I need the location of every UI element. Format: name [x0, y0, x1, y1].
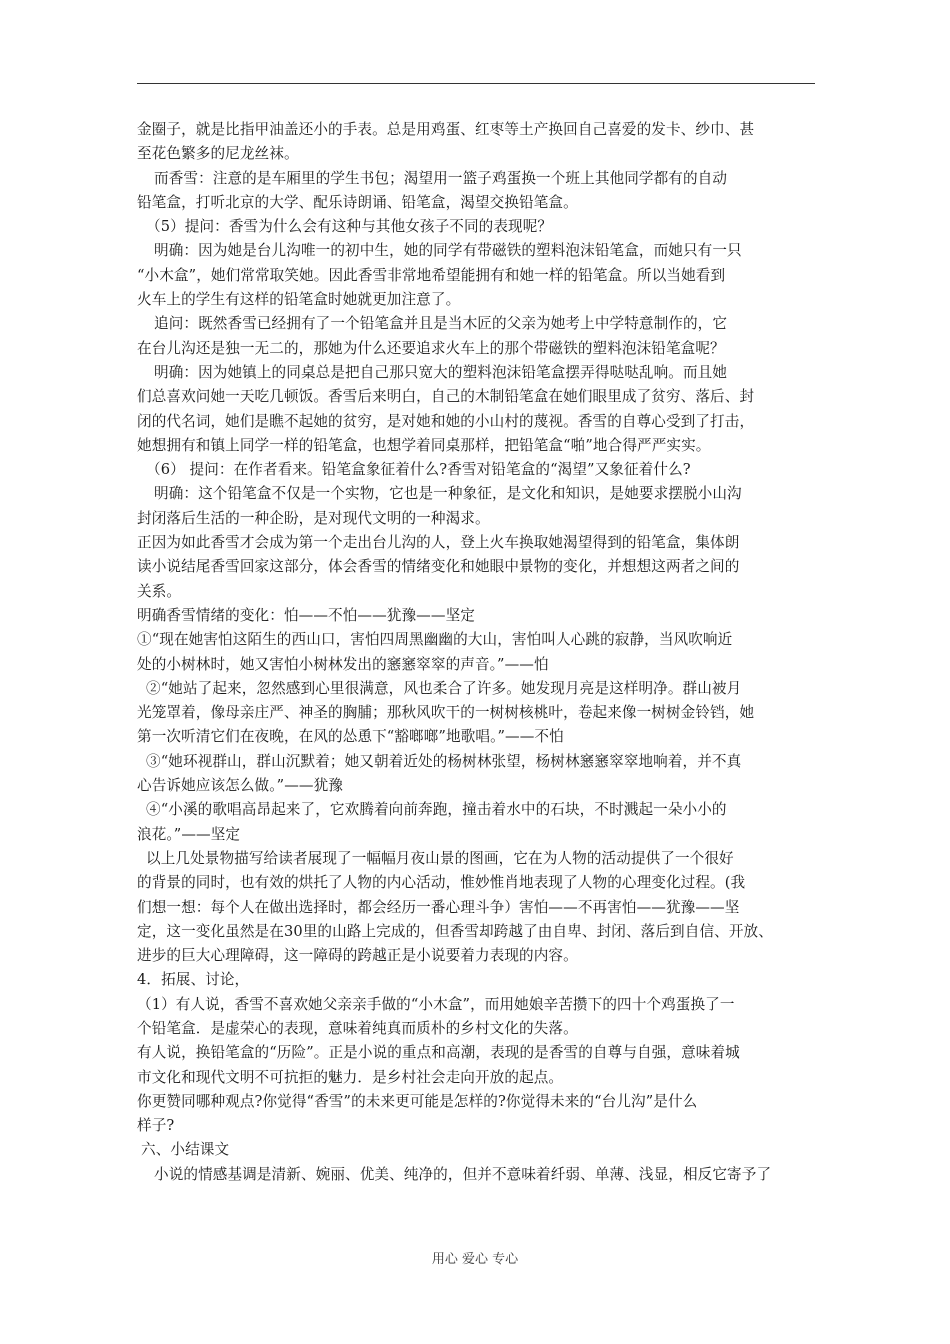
text-line: 明确香雪情绪的变化：怕——不怕——犹豫——坚定: [137, 606, 475, 624]
text-line: ③“她环视群山，群山沉默着；她又朝着近处的杨树林张望，杨树林窸窸窣窣地响着，并不真: [146, 752, 742, 770]
text-line: （5）提问：香雪为什么会有这种与其他女孩子不同的表现呢？: [146, 218, 553, 236]
text-line: 浪花。”——坚定: [137, 825, 241, 843]
text-line: 们想一想：每个人在做出选择时，都会经历一番心理斗争）害怕——不再害怕——犹豫——坚: [137, 898, 740, 916]
text-line: 明确：因为她镇上的同桌总是把自己那只宽大的塑料泡沫铅笔盒摆弄得哒哒乱响。而且她: [154, 363, 728, 381]
text-line: 市文化和现代文明不可抗拒的魅力．是乡村社会走向开放的起点。: [137, 1068, 564, 1086]
text-line: 明确：这个铅笔盒不仅是一个实物，它也是一种象征，是文化和知识，是她要求摆脱小山沟: [154, 485, 742, 503]
text-line: 处的小树林时，她又害怕小树林发出的窸窸窣窣的声音。”——怕: [137, 655, 549, 673]
text-line: 进步的巨大心理障碍，这一障碍的跨越正是小说要着力表现的内容。: [137, 947, 578, 965]
text-line: 而香雪：注意的是车厢里的学生书包；渴望用一篮子鸡蛋换一个班上其他同学都有的自动: [154, 169, 728, 187]
text-line: 封闭落后生活的一种企盼，是对现代文明的一种渴求。: [137, 509, 490, 527]
text-line: 光笼罩着，像母亲庄严、神圣的胸脯；那秋风吹干的一树树核桃叶，卷起来像一树树金铃铛，她: [137, 704, 755, 722]
text-line: （1）有人说，香雪不喜欢她父亲亲手做的“小木盒”，而用她娘辛苦攒下的四十个鸡蛋换了一: [137, 995, 735, 1013]
text-line: ④“小溪的歌唱高昂起来了，它欢腾着向前奔跑，撞击着水中的石块，不时溅起一朵小小的: [146, 801, 727, 819]
text-line: 你更赞同哪种观点?你觉得“香雪”的未来更可能是怎样的?你觉得未来的“台儿沟”是什么: [137, 1092, 698, 1110]
text-line: 小说的情感基调是清新、婉丽、优美、纯净的，但并不意味着纤弱、单薄、浅显，相反它寄予了: [154, 1165, 772, 1183]
text-line: 以上几处景物描写给读者展现了一幅幅月夜山景的图画，它在为人物的活动提供了一个很好: [146, 849, 734, 867]
document-body: [137, 118, 817, 1187]
text-line: 个铅笔盒．是虚荣心的表现，意味着纯真而质朴的乡村文化的失落。: [137, 1019, 578, 1037]
text-line: 至花色繁多的尼龙丝袜。: [137, 145, 299, 163]
text-line: 心告诉她应该怎么做。”——犹豫: [137, 777, 343, 795]
text-line: ②“她站了起来，忽然感到心里很满意，风也柔合了许多。她发现月亮是这样明净。群山被月: [146, 679, 742, 697]
text-line: 火车上的学生有这样的铅笔盒时她就更加注意了。: [137, 291, 461, 309]
text-line: 追问：既然香雪已经拥有了一个铅笔盒并且是当木匠的父亲为她考上中学特意制作的，它: [154, 315, 728, 333]
text-line: 的背景的同时，也有效的烘托了人物的内心活动，惟妙惟肖地表现了人物的心理变化过程。(我: [137, 874, 746, 892]
text-line: （6） 提问：在作者看来。铅笔盒象征着什么?香雪对铅笔盒的“渴望”又象征着什么?: [146, 461, 691, 479]
header-rule: [137, 83, 815, 84]
text-line: “小木盒”，她们常常取笑她。因此香雪非常地希望能拥有和她一样的铅笔盒。所以当她看到: [137, 266, 726, 284]
page-footer: 用心 爱心 专心: [431, 1252, 519, 1267]
text-line: ①“现在她害怕这陌生的西山口，害怕四周黑幽幽的大山，害怕叫人心跳的寂静，当风吹响近: [137, 631, 733, 649]
text-line: 她想拥有和镇上同学一样的铅笔盒，也想学着同桌那样，把铅笔盒“啪”地合得严严实实。: [137, 436, 711, 454]
text-line: 4．拓展、讨论，: [137, 971, 250, 989]
text-line: 六、小结课文: [141, 1141, 230, 1159]
text-line: 金圈子，就是比指甲油盖还小的手表。总是用鸡蛋、红枣等土产换回自己喜爱的发卡、纱巾、甚: [137, 121, 755, 138]
text-line: 样子?: [137, 1117, 175, 1135]
text-line: 定，这一变化虽然是在30里的山路上完成的，但香雪却跨越了由自卑、封闭、落后到自信、开放、: [137, 922, 773, 940]
text-line: 明确：因为她是台儿沟唯一的初中生，她的同学有带磁铁的塑料泡沫铅笔盒，而她只有一只: [154, 242, 742, 260]
text-line: 闭的代名词，她们是瞧不起她的贫穷，是对她和她的小山村的蔑视。香雪的自尊心受到了打击，: [137, 412, 755, 430]
text-line: 铅笔盒，打听北京的大学、配乐诗朗诵、铅笔盒，渴望交换铅笔盒。: [137, 193, 578, 211]
text-line: 有人说，换铅笔盒的“历险”。正是小说的重点和高潮，表现的是香雪的自尊与自强，意味着城: [137, 1044, 740, 1062]
text-line: 在台儿沟还是独一无二的，那她为什么还要追求火车上的那个带磁铁的塑料泡沫铅笔盒呢？: [137, 339, 725, 357]
text-line: 关系。: [137, 582, 182, 600]
text-line: 们总喜欢问她一天吃几顿饭。香雪后来明白，自己的木制铅笔盒在她们眼里成了贫穷、落后、封: [137, 388, 755, 406]
text-line: 第一次听清它们在夜晚，在风的怂恿下“豁啷啷”地歌唱。”——不怕: [137, 728, 564, 746]
text-line: 正因为如此香雪才会成为第一个走出台儿沟的人，登上火车换取她渴望得到的铅笔盒，集体朗: [137, 534, 740, 552]
text-line: 读小说结尾香雪回家这部分，体会香雪的情绪变化和她眼中景物的变化，并想想这两者之间的: [137, 558, 740, 576]
